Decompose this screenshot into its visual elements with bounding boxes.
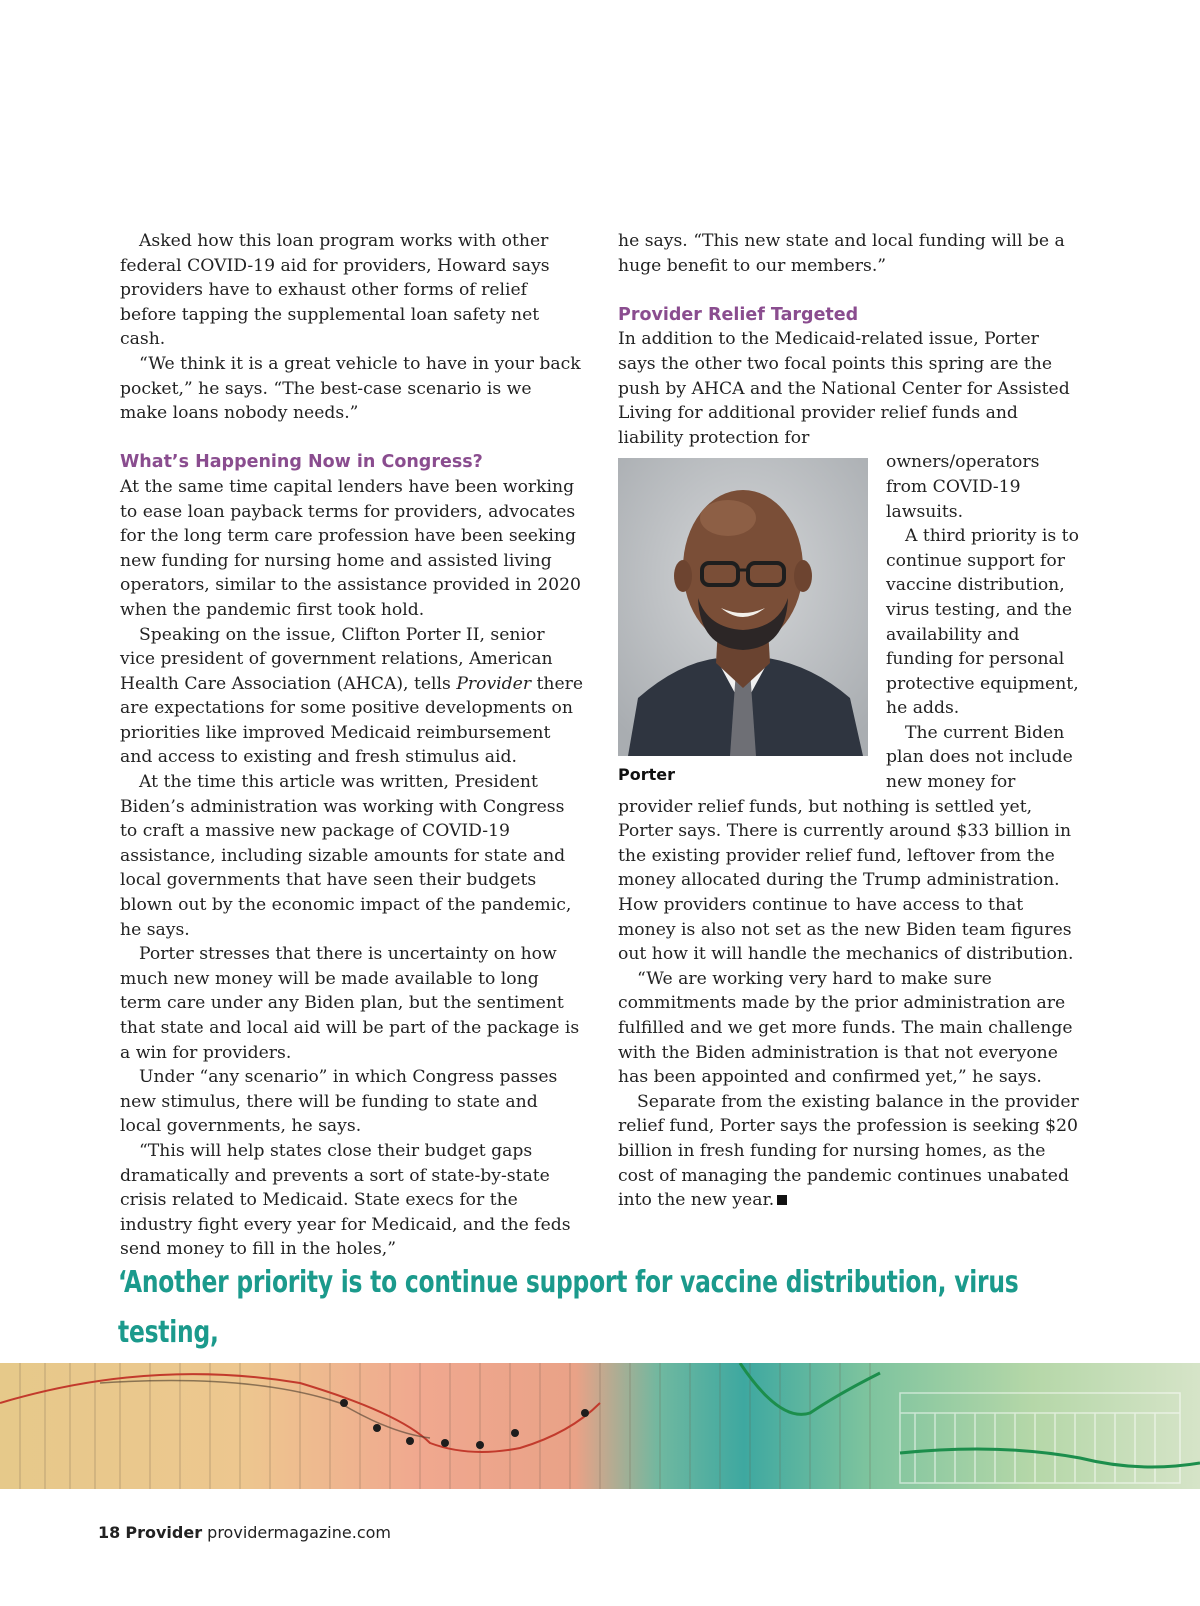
- page-footer: [98, 1523, 391, 1542]
- paragraph: At the time this article was written, President Biden’s administration was working with Congress to craft a massive new package of COVID-19 assistance, including sizable amounts for state and local governments that have seen their budgets blown out by the economic impact of the pandemic, he says.: [120, 772, 572, 940]
- paragraph: he says. “This new state and local funding will be a huge benefit to our members.”: [618, 231, 1065, 276]
- section-heading: Provider Relief Targeted: [618, 304, 859, 325]
- photo-caption: Porter: [618, 765, 675, 785]
- section-heading: What’s Happening Now in Congress?: [120, 452, 483, 473]
- paragraph: Asked how this loan program works with other federal COVID-19 aid for providers, Howard says providers have to exhaust other forms of relief before tapping the supplemental loan safety net cash.: [120, 231, 550, 350]
- end-mark-icon: [777, 1195, 787, 1205]
- paragraph: Separate from the existing balance in the provider relief fund, Porter says the profession is seeking $20 billion in fresh funding for nursing homes, as the cost of managing the pandemic continues unabated into the new year.: [618, 1091, 1079, 1211]
- paragraph: “We think it is a great vehicle to have in your back pocket,” he says. “The best-case scenario is we make loans nobody needs.”: [120, 353, 581, 424]
- decorative-banner: [0, 1363, 1200, 1489]
- paragraph: A third priority is to continue support for vaccine distribution, virus testing, and the availability and funding for personal protective equipment, he adds.: [886, 526, 1079, 719]
- paragraph: “We are working very hard to make sure commitments made by the prior administration are fulfilled and we get more funds. The main challenge with the Biden administration is that not everyone has been appointed and confirmed yet,” he says.: [618, 968, 1073, 1088]
- paragraph: “This will help states close their budget gaps dramatically and prevents a sort of state-by-state crisis related to Medicaid. State execs for the industry fight every year for Medicaid, and the feds send money to fill in the holes,”: [120, 1140, 571, 1260]
- paragraph: Under “any scenario” in which Congress passes new stimulus, there will be funding to state and local governments, he says.: [120, 1067, 558, 1137]
- portrait-photo: [618, 458, 868, 756]
- pull-quote-line: ‘Another priority is to continue support for vaccine distribution, virus testing,: [118, 1265, 1019, 1350]
- magazine-brand: Provider: [125, 1523, 203, 1542]
- right-column: [618, 229, 1080, 1213]
- publication-name: Provider: [456, 673, 532, 694]
- magazine-url: providermagazine.com: [207, 1523, 391, 1542]
- left-column: [120, 229, 584, 1262]
- paragraph: Speaking on the issue, Clifton Porter II, senior vice president of government relations, American Health Care Association (AHCA), tells Provider there are expectations for some positive developments on priorities like improved Medicaid reimbursement and access to existing and fresh stimulus aid.: [120, 624, 584, 768]
- paragraph: At the same time capital lenders have been working to ease loan payback terms for providers, advocates for the long term care profession have been seeking new funding for nursing home and assisted living operators, similar to the assistance provided in 2020 when the pandemic first took hold.: [120, 476, 581, 620]
- paragraph: Porter stresses that there is uncertainty on how much new money will be made available to long term care under any Biden plan, but the sentiment that state and local aid will be part of the package is a win for providers.: [120, 944, 580, 1063]
- paragraph: In addition to the Medicaid-related issue, Porter says the other two focal points this spring are the push by AHCA and the National Center for Assisted Living for additional provider relief funds and liability protection for: [618, 329, 1070, 448]
- page-number: 18: [98, 1523, 121, 1542]
- paragraph: The current Biden plan does not include new money for provider relief funds, but nothing is settled yet, Porter says. There is currently around $33 billion in the existing provider relief fund, leftover from the money allocated during the Trump administration. How providers continue to have access to that money is also not set as the new Biden team figures out how it will handle the mechanics of distribution.: [618, 722, 1074, 965]
- paragraph: owners/operators from COVID-19 lawsuits.: [886, 452, 1040, 522]
- photo-figure: [618, 458, 870, 785]
